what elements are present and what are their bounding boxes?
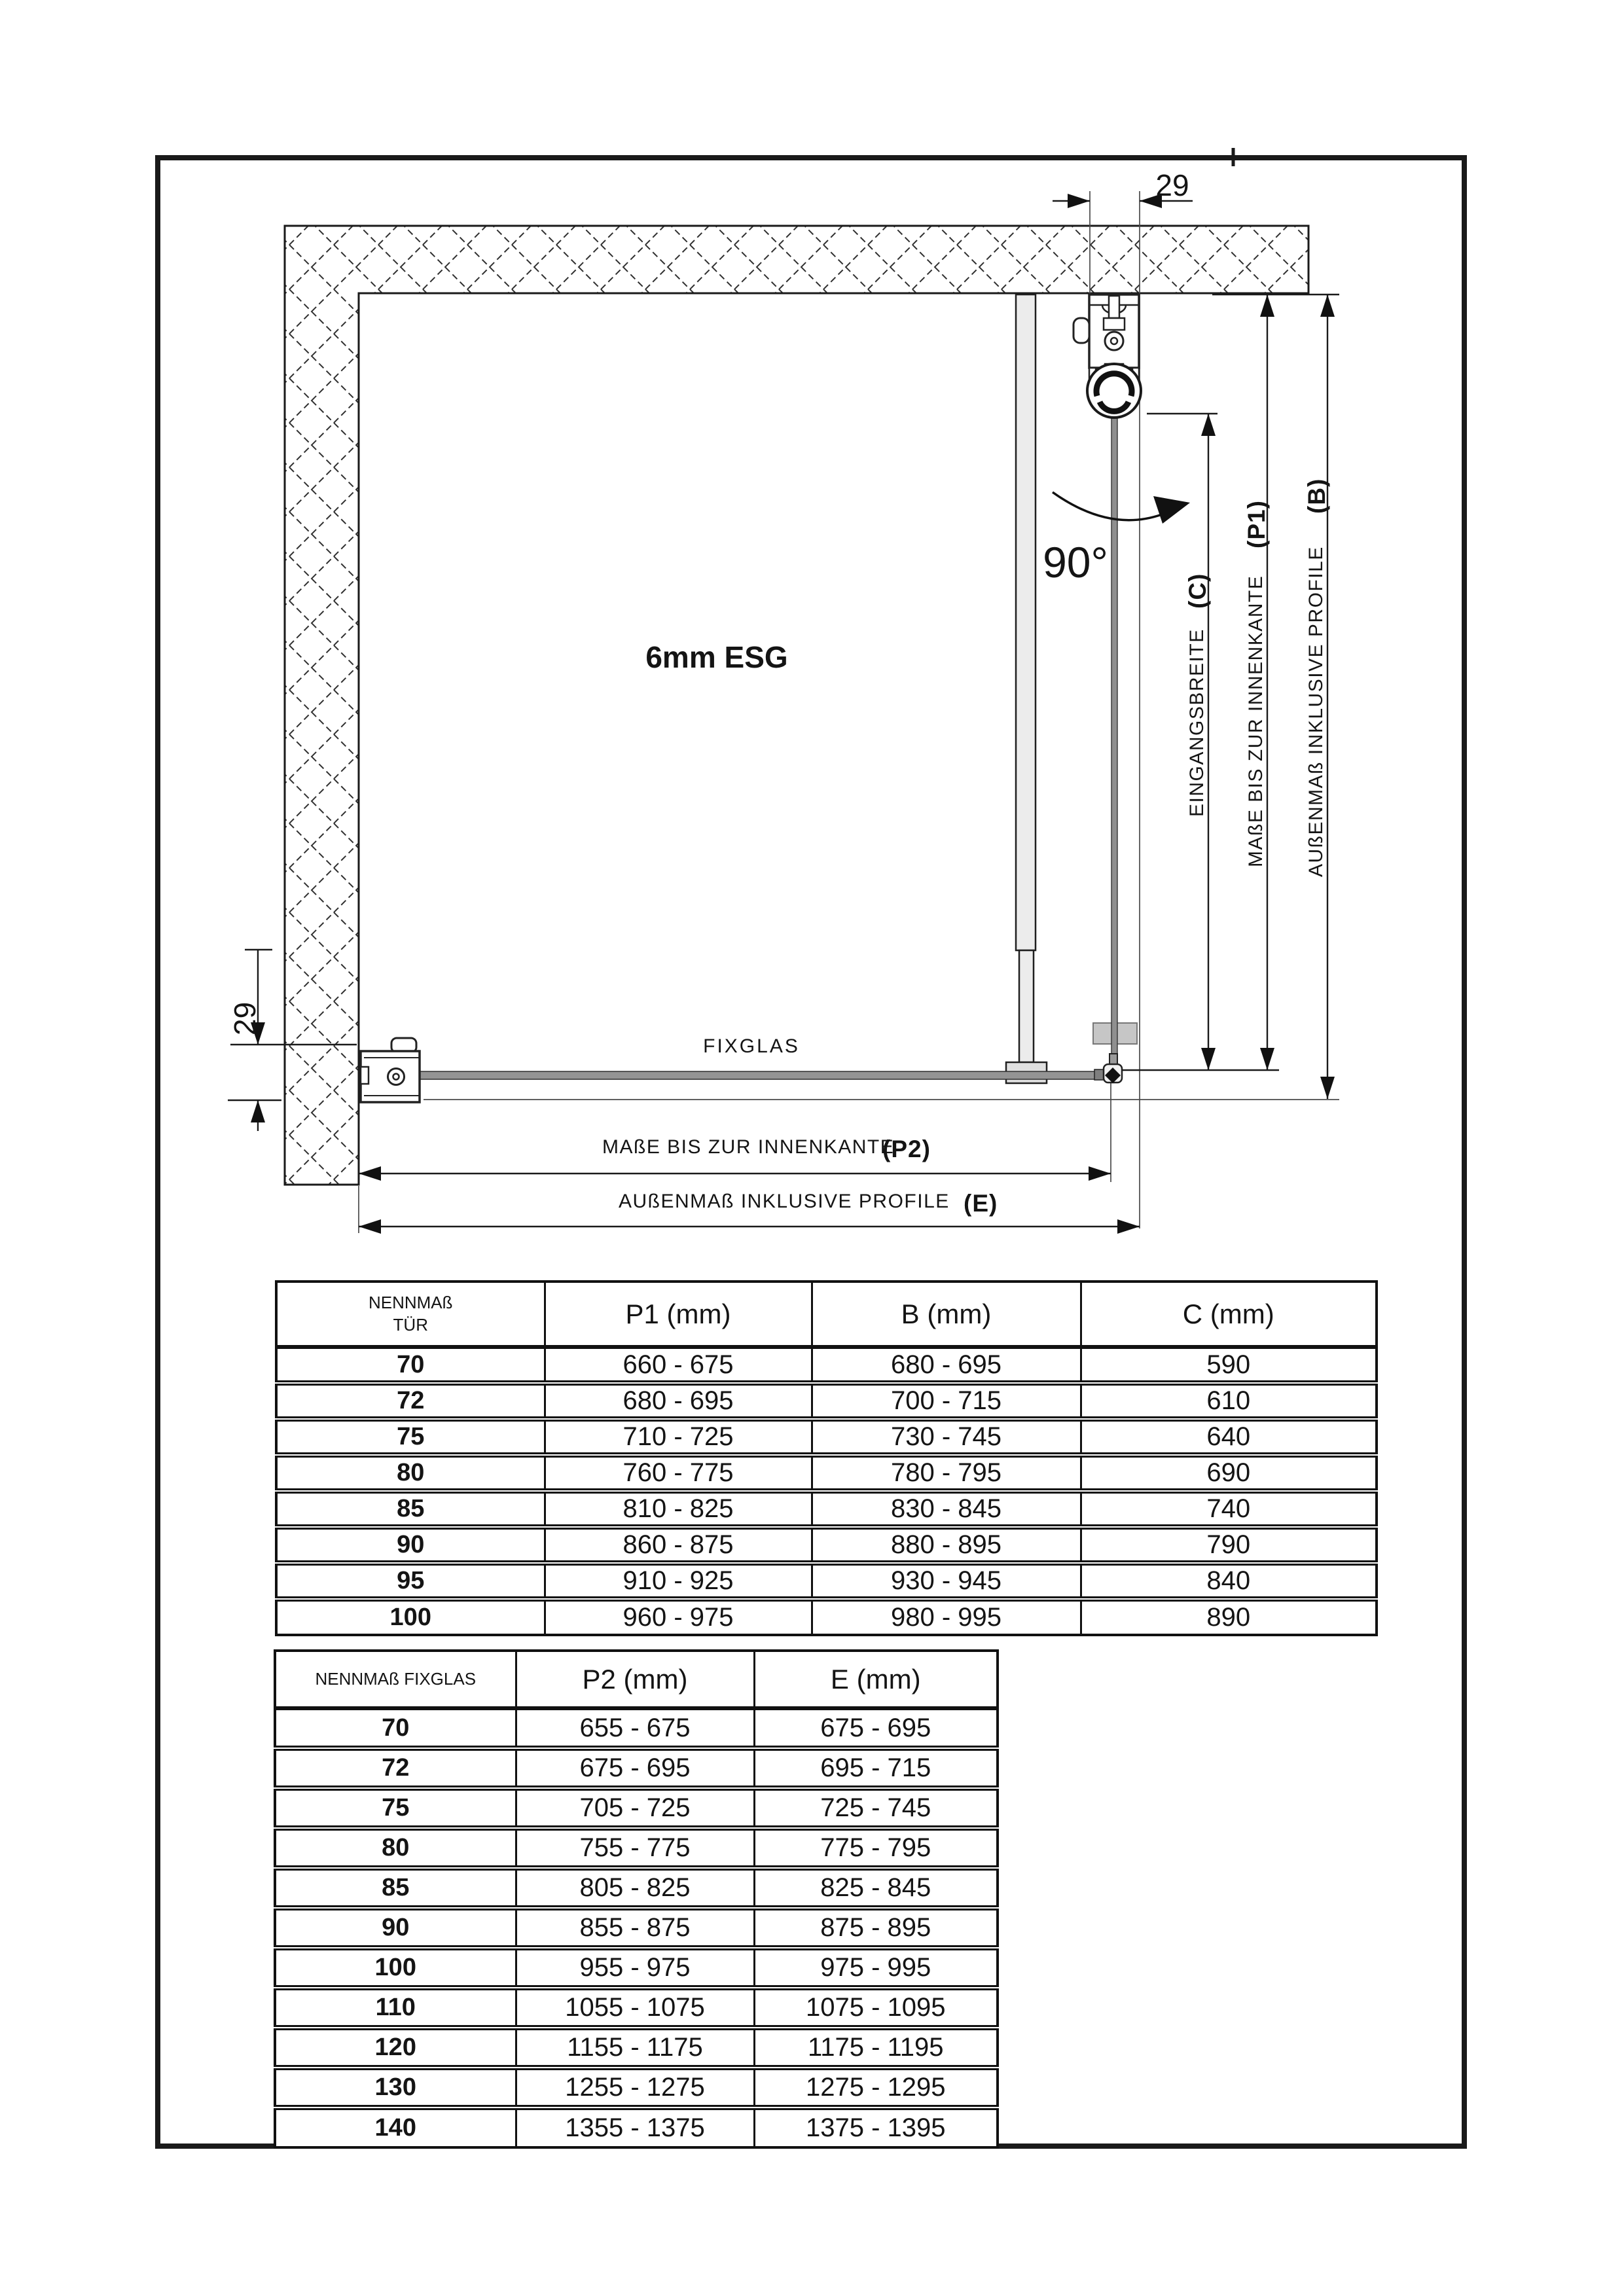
fixglas-label: FIXGLAS — [703, 1035, 800, 1057]
dim-b-caption: AUßENMAß INKLUSIVE PROFILE — [1305, 546, 1327, 877]
table-row: 80 755 - 775 775 - 795 — [275, 1828, 998, 1868]
table-row: 95 910 - 925 930 - 945 840 — [276, 1563, 1377, 1599]
pivot-ring — [1087, 364, 1141, 418]
table-row: 120 1155 - 1175 1175 - 1195 — [275, 2028, 998, 2068]
table-row: 72 675 - 695 695 - 715 — [275, 1748, 998, 1788]
swing-angle-label: 90° — [1043, 538, 1108, 586]
dim-p1-code: (P1) — [1243, 500, 1270, 548]
dim-p1-caption: MAßE BIS ZUR INNENKANTE — [1245, 575, 1267, 867]
table-row: 90 860 - 875 880 - 895 790 — [276, 1527, 1377, 1563]
door-size-table — [275, 1280, 1378, 1636]
dim-e-code: (E) — [964, 1190, 998, 1217]
header-c: C (mm) — [1081, 1282, 1377, 1347]
dim-c-caption: EINGANGSBREITE — [1186, 628, 1208, 817]
header-nennmass-tuer: NENNMAß TÜR — [276, 1282, 545, 1347]
dim-p2 — [359, 1166, 1111, 1181]
header-nennmass-fixglas: NENNMAß FIXGLAS — [275, 1651, 516, 1708]
fixglas-table-header-row — [275, 1651, 998, 1708]
swing-arc — [1053, 492, 1190, 524]
fixed-glass-bar — [401, 1071, 1105, 1079]
dim-e — [359, 1219, 1140, 1234]
header-e: E (mm) — [754, 1651, 998, 1708]
header-p2: P2 (mm) — [516, 1651, 754, 1708]
table-row: 70 655 - 675 675 - 695 — [275, 1708, 998, 1748]
door-glass-bar — [1111, 414, 1117, 1054]
table-row: 85 805 - 825 825 - 845 — [275, 1868, 998, 1908]
dim-offset-left-label: 29 — [228, 1001, 262, 1035]
table-row: 72 680 - 695 700 - 715 610 — [276, 1383, 1377, 1419]
dim-c-code: (C) — [1184, 573, 1211, 609]
table-row: 75 710 - 725 730 - 745 640 — [276, 1419, 1377, 1455]
glass-thickness-label: 6mm ESG — [645, 640, 788, 674]
table-row: 80 760 - 775 780 - 795 690 — [276, 1455, 1377, 1491]
table-row: 100 955 - 975 975 - 995 — [275, 1948, 998, 1988]
table-row: 70 660 - 675 680 - 695 590 — [276, 1347, 1377, 1383]
table-row: 75 705 - 725 725 - 745 — [275, 1788, 998, 1828]
table-row: 85 810 - 825 830 - 845 740 — [276, 1491, 1377, 1527]
table-row: 90 855 - 875 875 - 895 — [275, 1908, 998, 1948]
door-panel — [1006, 295, 1047, 1083]
fixglas-size-table — [274, 1649, 999, 2149]
dim-e-caption: AUßENMAß INKLUSIVE PROFILE — [619, 1191, 950, 1212]
dim-p2-code: (P2) — [882, 1136, 931, 1162]
dim-offset-top-label: 29 — [1155, 168, 1189, 202]
dim-p2-caption: MAßE BIS ZUR INNENKANTE — [602, 1136, 895, 1158]
table-row: 140 1355 - 1375 1375 - 1395 — [275, 2108, 998, 2147]
header-p1: P1 (mm) — [545, 1282, 812, 1347]
header-b: B (mm) — [812, 1282, 1081, 1347]
table-row: 130 1255 - 1275 1275 - 1295 — [275, 2068, 998, 2108]
corner-connector — [1104, 1054, 1122, 1083]
dim-b-code: (B) — [1303, 478, 1330, 514]
table-row: 100 960 - 975 980 - 995 890 — [276, 1599, 1377, 1635]
door-table-header-row — [276, 1282, 1377, 1347]
table-row: 110 1055 - 1075 1075 - 1095 — [275, 1988, 998, 2028]
wall-clamp — [361, 1038, 420, 1102]
